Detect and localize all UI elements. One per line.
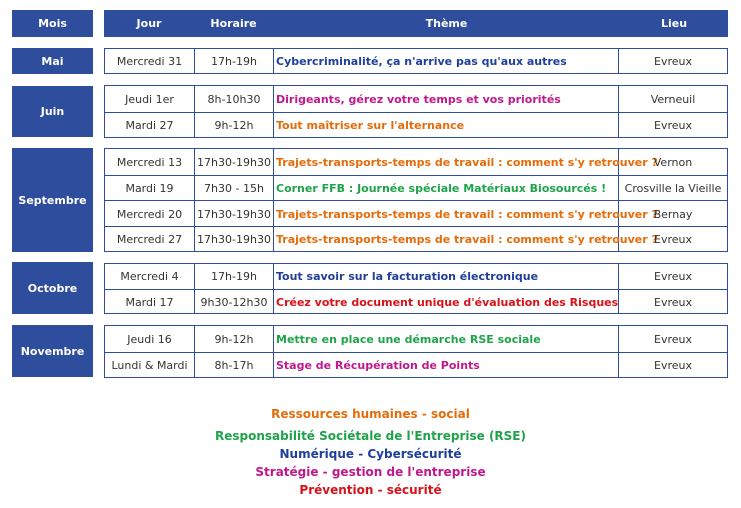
theme-cell: Trajets-transports-temps de travail : comment s'y retrouver ? [274, 201, 619, 227]
table-row [105, 289, 727, 314]
time-cell: 17h30-19h30 [195, 149, 274, 175]
month-label: Juin [12, 86, 93, 137]
location-cell: Evreux [654, 270, 692, 283]
theme-cell: Stage de Récupération de Points [274, 353, 619, 378]
time-cell: 17h-19h [195, 49, 274, 73]
table-row [105, 112, 727, 138]
month-group [104, 148, 728, 252]
table-row [105, 352, 727, 378]
header-theme: Thème [273, 10, 620, 37]
location-cell: Crosville la Vieille [624, 182, 722, 195]
month-label: Mai [12, 48, 93, 74]
table-row [105, 326, 727, 352]
location-cell: Evreux [654, 119, 692, 132]
time-cell: 17h-19h [195, 264, 274, 289]
legend-item: Stratégie - gestion de l'entreprise [255, 465, 486, 479]
location-cell: Evreux [654, 359, 692, 372]
month-label: Octobre [12, 262, 93, 314]
legend-item: Prévention - sécurité [299, 483, 442, 497]
time-cell: 7h30 - 15h [195, 176, 274, 201]
table-row [105, 175, 727, 201]
day-cell: Mercredi 31 [105, 49, 195, 73]
day-cell: Mercredi 27 [105, 227, 195, 252]
table-row [105, 264, 727, 289]
day-cell: Jeudi 1er [105, 86, 195, 112]
location-cell: Verneuil [650, 92, 696, 106]
month-group [104, 263, 728, 314]
day-cell: Mardi 17 [105, 290, 195, 314]
legend-item: Responsabilité Sociétale de l'Entreprise (RSE) [215, 429, 526, 443]
table-row [105, 86, 727, 112]
table-row [105, 200, 727, 227]
theme-cell: Trajets-transports-temps de travail : comment s'y retrouver ? [274, 149, 619, 175]
time-cell: 8h-10h30 [195, 86, 274, 112]
header-horaire: Horaire [194, 10, 273, 37]
time-cell: 17h30-19h30 [195, 201, 274, 227]
day-cell: Mercredi 13 [105, 149, 195, 175]
theme-cell: Corner FFB : Journée spéciale Matériaux Biosourcés ! [274, 176, 619, 201]
table-row [105, 149, 727, 175]
time-cell: 9h-12h [195, 113, 274, 138]
time-cell: 8h-17h [195, 353, 274, 378]
location-cell: Evreux [654, 54, 692, 68]
location-cell: Bernay [653, 207, 693, 221]
day-cell: Mardi 19 [105, 176, 195, 201]
table-row [105, 49, 727, 73]
table-row [105, 226, 727, 252]
month-group [104, 85, 728, 138]
month-group [104, 48, 728, 74]
day-cell: Lundi & Mardi [105, 353, 195, 378]
month-label: Septembre [12, 148, 93, 252]
header-jour: Jour [104, 10, 194, 37]
legend-item: Ressources humaines - social [271, 407, 470, 421]
theme-cell: Dirigeants, gérez votre temps et vos priorités [274, 86, 619, 112]
month-label: Novembre [12, 325, 93, 377]
theme-cell: Tout maîtriser sur l'alternance [274, 113, 619, 138]
day-cell: Mercredi 4 [105, 264, 195, 289]
location-cell: Evreux [654, 295, 692, 309]
header-lieu: Lieu [620, 10, 728, 37]
theme-cell: Trajets-transports-temps de travail : comment s'y retrouver ? [274, 227, 619, 252]
location-cell: Evreux [654, 332, 692, 346]
theme-cell: Cybercriminalité, ça n'arrive pas qu'aux autres [274, 49, 619, 73]
month-group [104, 325, 728, 378]
theme-cell: Mettre en place une démarche RSE sociale [274, 326, 619, 352]
header-mois: Mois [12, 10, 93, 37]
day-cell: Mercredi 20 [105, 201, 195, 227]
day-cell: Jeudi 16 [105, 326, 195, 352]
day-cell: Mardi 27 [105, 113, 195, 138]
legend-item: Numérique - Cybersécurité [279, 447, 462, 461]
time-cell: 9h-12h [195, 326, 274, 352]
theme-cell: Tout savoir sur la facturation électronique [274, 264, 619, 289]
theme-cell: Créez votre document unique d'évaluation des Risques [274, 290, 619, 314]
location-cell: Evreux [654, 233, 692, 246]
location-cell: Vernon [653, 155, 693, 169]
time-cell: 9h30-12h30 [195, 290, 274, 314]
time-cell: 17h30-19h30 [195, 227, 274, 252]
